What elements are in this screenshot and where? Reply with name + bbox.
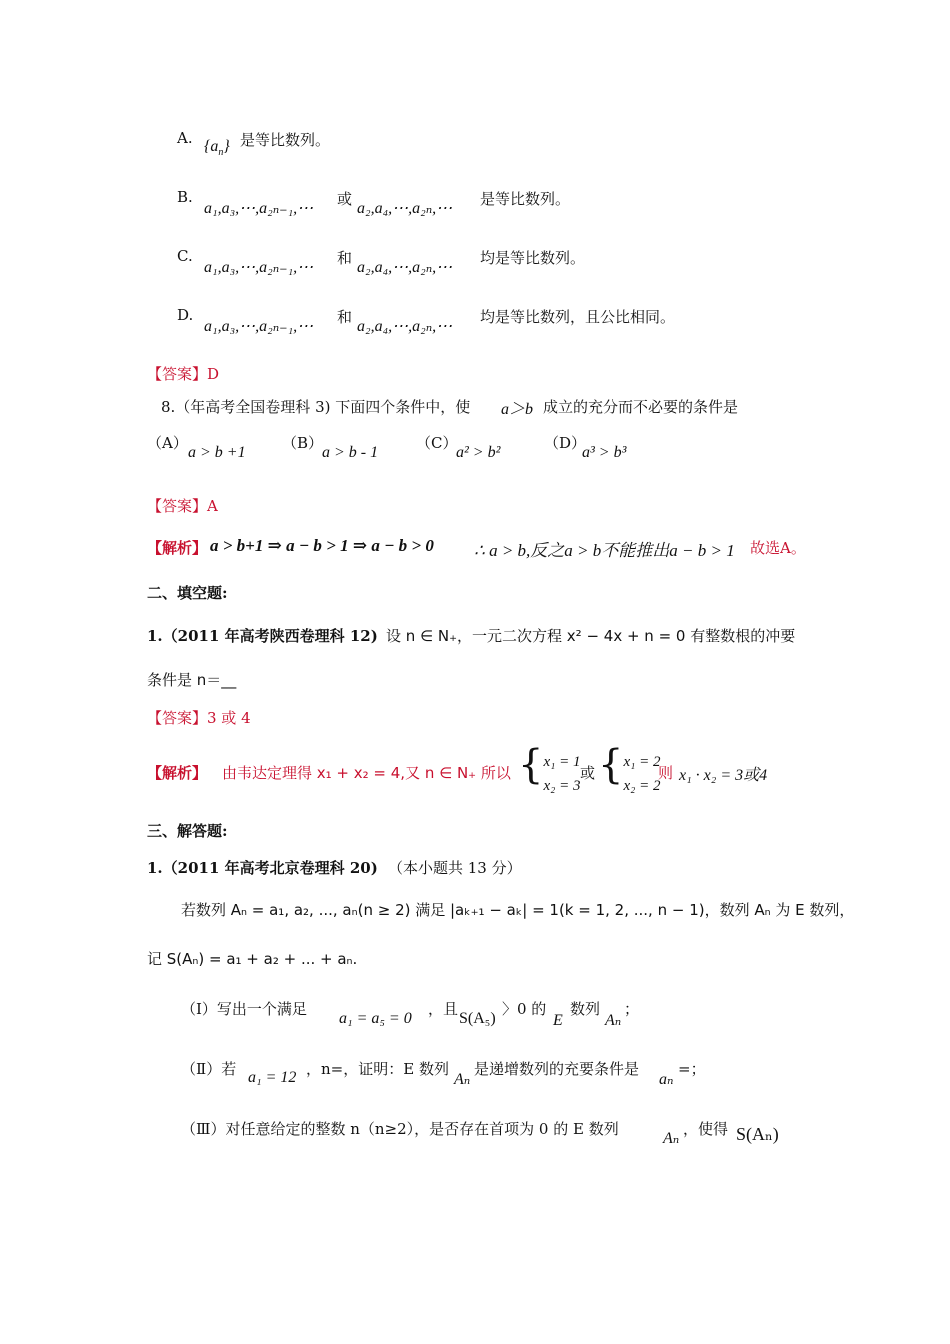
part-text: ； [624, 1000, 640, 1018]
question-points: （本小题共 13 分） [388, 859, 522, 877]
part-math: E [553, 1012, 563, 1029]
q8-answer: 【答案】A [147, 497, 218, 515]
analysis-end: 故选A。 [750, 539, 806, 557]
math-even-seq: a₂,a₄,⋯,a₂ₙ,⋯ [357, 200, 453, 217]
equation-system-1: {x₁ = 1 x₂ = 3 [518, 742, 581, 794]
part-text: 是递增数列的充要条件是 [474, 1060, 640, 1078]
option-label: D. [177, 306, 194, 324]
or-text: 或 [580, 764, 596, 782]
analysis-text: 由韦达定理得 x₁ + x₂ = 4,又 n ∈ N₊ 所以 [222, 764, 511, 782]
part-text: =； [678, 1060, 706, 1078]
part-text: 〉0 的 [502, 1000, 547, 1018]
q8-suffix: 成立的充分而不必要的条件是 [543, 398, 739, 416]
part-text: （Ⅰ）写出一个满足 [181, 1000, 307, 1018]
option-label: B. [177, 188, 193, 206]
part-math: S(A₅) [459, 1010, 496, 1027]
analysis-text: ∴ a > b,反之a > b不能推出a − b > 1 [474, 541, 735, 560]
q8-option-math: a > b +1 [188, 444, 246, 461]
q8-option-label: （C） [416, 434, 458, 452]
part-math: Aₙ [454, 1071, 471, 1088]
math-odd-seq: a₁,a₃,⋯,a₂ₙ₋₁,⋯ [204, 259, 314, 276]
section-title: 二、填空题: [147, 584, 228, 602]
option-conj: 或 [337, 190, 353, 208]
part-text: （Ⅱ）若 [181, 1060, 237, 1078]
then-text: 则 [658, 764, 674, 782]
math-even-seq: a₂,a₄,⋯,a₂ₙ,⋯ [357, 259, 453, 276]
q8-option-math: a² > b² [456, 444, 501, 461]
q8-option-label: （D） [544, 434, 587, 452]
part-text: ，且 [428, 1000, 459, 1018]
question-stem: 若数列 Aₙ = a₁, a₂, ..., aₙ(n ≥ 2) 满足 |aₖ₊₁ − aₖ| = 1(k = 1, 2, ..., n − 1)，数列 Aₙ 为 E 数列， [181, 901, 855, 919]
question-stem: 记 S(Aₙ) = a₁ + a₂ + ... + aₙ. [147, 950, 358, 968]
question-source: 1.（2011 年高考北京卷理科 20) [147, 859, 378, 877]
part-text: 数列 [570, 1000, 601, 1018]
q8-option-label: （B） [282, 434, 324, 452]
part-math: Aₙ [663, 1130, 680, 1147]
option-label: A. [177, 129, 193, 147]
question-text: 设 n ∈ N₊，一元二次方程 x² − 4x + n = 0 有整数根的冲要 [386, 627, 796, 645]
math-seq-an: $\{a_n\}$ [204, 138, 230, 158]
part-math: a₁ = a₅ = 0 [339, 1010, 412, 1027]
section-title: 三、解答题: [147, 822, 228, 840]
option-text: 是等比数列。 [240, 131, 331, 149]
option-text: 是等比数列。 [480, 190, 571, 208]
option-text: 均是等比数列，且公比相同。 [480, 308, 676, 326]
analysis-label: 【解析】 [147, 539, 208, 557]
result-math: x₁ · x₂ = 3或4 [679, 767, 768, 784]
analysis-math: a > b+1 ⇒ a − b > 1 ⇒ a − b > 0 [210, 536, 434, 555]
part-text: ，n=，证明：E 数列 [306, 1060, 449, 1078]
part-math: Aₙ [605, 1012, 622, 1029]
math-even-seq: a₂,a₄,⋯,a₂ₙ,⋯ [357, 318, 453, 335]
option-label: C. [177, 247, 193, 265]
question-text: 条件是 n＝__ [147, 671, 237, 689]
part-text: ，使得 [683, 1120, 729, 1138]
fill1-answer: 【答案】3 或 4 [147, 709, 251, 727]
option-text: 均是等比数列。 [480, 249, 586, 267]
math-odd-seq: a₁,a₃,⋯,a₂ₙ₋₁,⋯ [204, 318, 314, 335]
q8-option-label: （A） [147, 434, 188, 452]
q8-prefix: 8.（年高考全国卷理科 3) 下面四个条件中，使 [161, 398, 471, 416]
part-math: aₙ [659, 1071, 674, 1088]
part-math: S(Aₙ) [736, 1124, 779, 1144]
option-conj: 和 [337, 249, 353, 267]
math-odd-seq: a₁,a₃,⋯,a₂ₙ₋₁,⋯ [204, 200, 314, 217]
analysis-label: 【解析】 [147, 764, 208, 782]
q8-condition: a＞b [501, 401, 534, 418]
option-conj: 和 [337, 308, 353, 326]
part-math: a₁ = 12 [248, 1069, 297, 1086]
q8-option-math: a³ > b³ [582, 444, 627, 461]
question-source: 1.（2011 年高考陕西卷理科 12) [147, 627, 378, 645]
part-text: （Ⅲ）对任意给定的整数 n（n≥2），是否存在首项为 0 的 E 数列 [181, 1120, 619, 1138]
q8-option-math: a > b - 1 [322, 444, 379, 461]
equation-system-2: {x₁ = 2 x₂ = 2 [598, 742, 661, 794]
q7-answer: 【答案】D [147, 365, 220, 383]
